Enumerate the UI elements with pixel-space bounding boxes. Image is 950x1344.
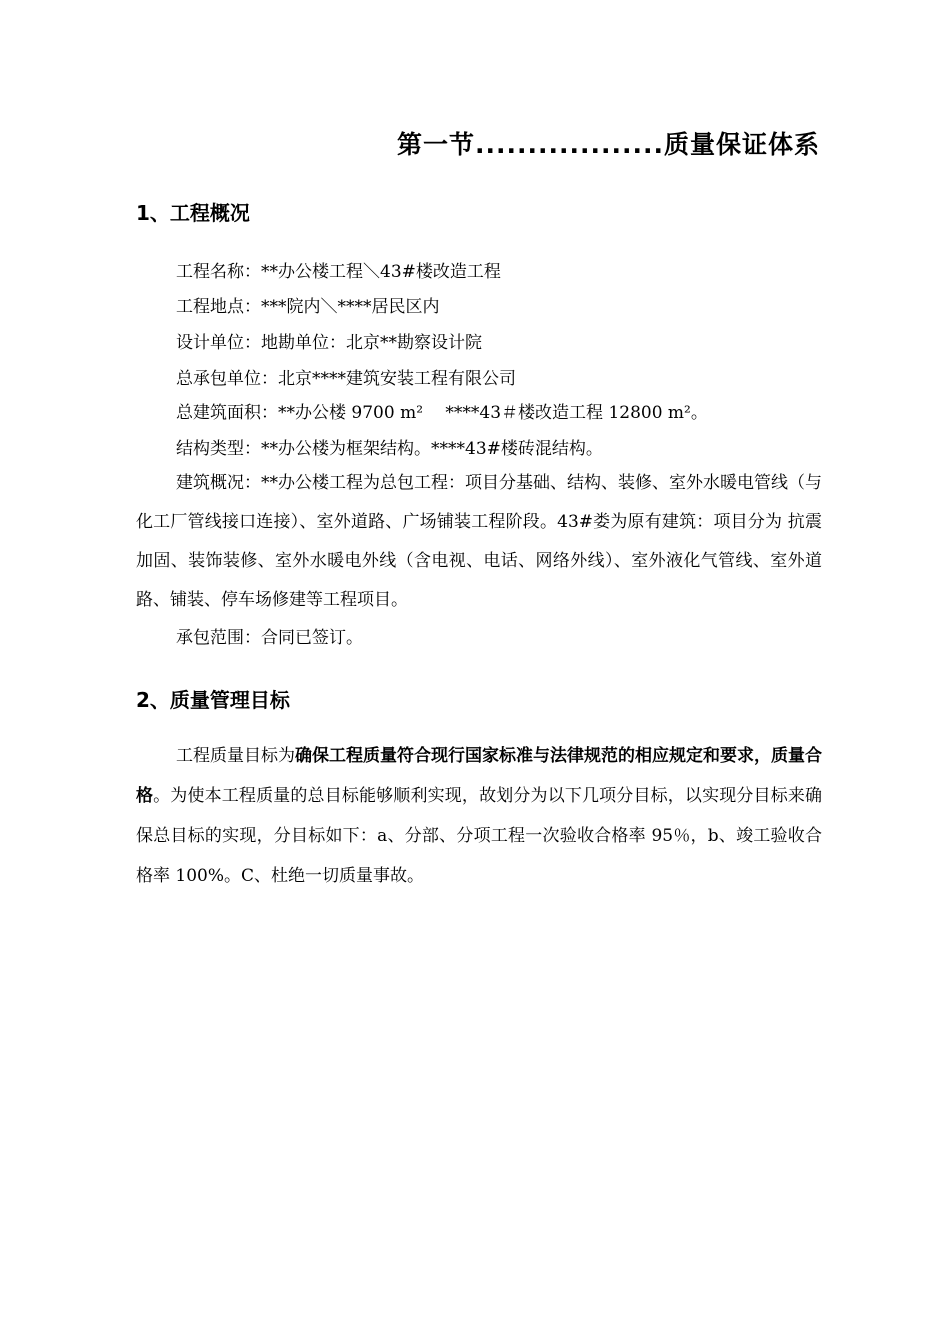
quality-goal-intro: 工程质量目标为 <box>176 746 295 766</box>
heading-quality-goal: 2、质量管理目标 <box>136 688 290 712</box>
quality-goal-rest: 。为使本工程质量的总目标能够顺利实现，故划分为以下几项分目标，以实现分目标来确保总目标的实现，分目标如下：a、分部、分项工程一次验收合格率 95％，b、竣工验收合格率 100%。C、杜绝一切质量事故。 <box>136 786 823 886</box>
design-unit: 设计单位：地勘单位：北京**勘察设计院 <box>176 333 482 353</box>
quality-goal-paragraph <box>136 736 822 896</box>
general-contractor: 总承包单位：北京****建筑安装工程有限公司 <box>176 369 516 389</box>
heading-project-overview: 1、工程概况 <box>136 201 250 225</box>
section-title: 第一节..................质量保证体系 <box>397 130 820 159</box>
building-overview: 建筑概况：**办公楼工程为总包工程：项目分基础、结构、装修、室外水暖电管线（与化工厂管线接口连接）、室外道路、广场铺装工程阶段。43#娄为原有建筑：项目分为 抗震加固、装饰装修、室外水暖电外线（含电视、电话、网络外线）、室外液化气管线、室外道路、铺装、停车场修建等工程项目。 <box>136 473 822 610</box>
contract-scope: 承包范围：合同已签订。 <box>176 628 363 648</box>
quality-goal-bold: 确保工程质量符合现行国家标准与法律规范的相应规定和要求，质量合格 <box>136 746 822 806</box>
project-name: 工程名称：**办公楼工程＼43#楼改造工程 <box>176 262 501 282</box>
total-area: 总建筑面积：**办公楼 9700 m² ****43＃楼改造工程 12800 m²。 <box>176 403 708 423</box>
project-location: 工程地点：***院内＼****居民区内 <box>176 297 440 317</box>
structure-type: 结构类型：**办公楼为框架结构。****43#楼砖混结构。 <box>176 439 603 459</box>
